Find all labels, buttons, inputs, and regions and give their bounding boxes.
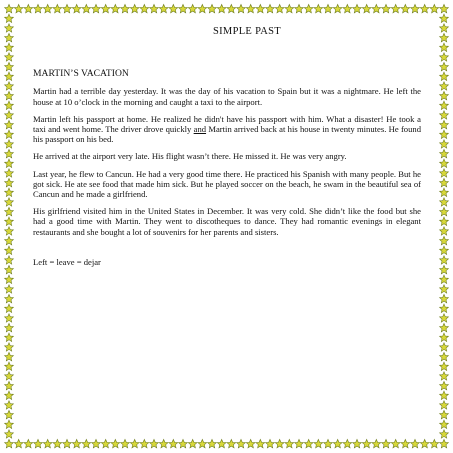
star-icon (440, 439, 449, 447)
star-icon (440, 343, 449, 351)
star-icon (5, 149, 14, 157)
star-icon (5, 401, 14, 409)
star-icon (5, 314, 14, 322)
star-icon (169, 439, 178, 447)
star-icon (34, 439, 43, 447)
star-icon (440, 217, 449, 225)
star-icon (440, 198, 449, 206)
star-icon (72, 439, 81, 447)
star-icon (314, 439, 323, 447)
star-icon (440, 381, 449, 389)
star-icon (256, 439, 265, 447)
star-icon (440, 236, 449, 244)
star-icon (333, 439, 342, 447)
star-icon (440, 410, 449, 418)
star-icon (5, 33, 14, 41)
star-icon (353, 439, 362, 447)
star-icon (43, 4, 52, 12)
star-icon (440, 72, 449, 80)
star-icon (5, 43, 14, 51)
star-icon (5, 227, 14, 235)
star-icon (5, 246, 14, 254)
star-icon (208, 4, 217, 12)
star-icon (372, 439, 381, 447)
worksheet-content (33, 27, 421, 267)
star-icon (266, 4, 275, 12)
star-icon (440, 256, 449, 264)
star-icon (440, 430, 449, 438)
star-icon (5, 169, 14, 177)
star-icon (5, 294, 14, 302)
star-icon (440, 43, 449, 51)
star-icon (130, 4, 139, 12)
story-title: MARTIN’S VACATION (33, 68, 129, 80)
star-icon (411, 4, 420, 12)
star-icon (440, 178, 449, 186)
star-icon (5, 140, 14, 148)
star-icon (440, 323, 449, 331)
star-icon (140, 4, 149, 12)
star-icon (440, 149, 449, 157)
star-icon (440, 420, 449, 428)
star-icon (5, 82, 14, 90)
star-icon (5, 381, 14, 389)
star-icon (430, 439, 439, 447)
star-icon (5, 14, 14, 22)
star-icon (440, 24, 449, 32)
star-icon (5, 439, 14, 447)
star-icon (188, 4, 197, 12)
star-icon (150, 439, 159, 447)
star-icon (5, 304, 14, 312)
star-icon (5, 323, 14, 331)
paragraph-4: Last year, he flew to Cancun. He had a very good time there. He practiced his Spanish with many people. But he got sick. He ate see food that made him sick. But he played soccer on the beach, he swam in the beautiful sea of Cancun and he made a girlfriend. (33, 168, 421, 200)
star-icon (179, 4, 188, 12)
paragraph-2 (33, 114, 421, 145)
star-icon (440, 362, 449, 370)
star-icon (198, 439, 207, 447)
star-icon (440, 82, 449, 90)
star-icon (5, 198, 14, 206)
star-icon (5, 207, 14, 215)
star-icon (169, 4, 178, 12)
star-icon (92, 4, 101, 12)
star-icon (92, 439, 101, 447)
star-icon (440, 140, 449, 148)
paragraph-5: His girlfriend visited him in the United States in December. It was very cold. She didn’t like the food but she had a good time with Martin. They went to discotheques to dance. They had romantic evenings in elegant restaurants and she bought a lot of souvenirs for her parents and sisters. (33, 206, 421, 237)
star-icon (101, 4, 110, 12)
star-icon (285, 439, 294, 447)
star-icon (5, 256, 14, 264)
star-icon (5, 352, 14, 360)
star-icon (314, 4, 323, 12)
star-icon (5, 91, 14, 99)
star-icon (5, 372, 14, 380)
paragraph-2-part-1: Martin left his passport at home. He realized he didn't have his passport with him. What a disaster! He took a taxi and went home. The driver drove quickly (33, 113, 421, 135)
star-icon (24, 4, 33, 12)
star-icon (82, 4, 91, 12)
paragraph-3: He arrived at the airport very late. His flight wasn’t there. He missed it. He was very angry. (33, 151, 347, 162)
star-icon (391, 4, 400, 12)
star-icon (34, 4, 43, 12)
star-icon (5, 391, 14, 399)
star-icon (430, 4, 439, 12)
star-icon (5, 333, 14, 341)
star-icon (440, 91, 449, 99)
star-icon (440, 169, 449, 177)
star-icon (53, 4, 62, 12)
star-icon (440, 120, 449, 128)
star-icon (5, 236, 14, 244)
star-icon (150, 4, 159, 12)
star-icon (72, 4, 81, 12)
star-icon (440, 391, 449, 399)
star-icon (5, 101, 14, 109)
star-icon (362, 439, 371, 447)
star-icon (440, 401, 449, 409)
star-icon (217, 439, 226, 447)
star-icon (295, 4, 304, 12)
star-icon (5, 188, 14, 196)
star-icon (420, 439, 429, 447)
star-icon (440, 275, 449, 283)
star-icon (5, 275, 14, 283)
star-icon (440, 304, 449, 312)
star-icon (5, 343, 14, 351)
star-icon (440, 294, 449, 302)
star-icon (63, 439, 72, 447)
star-icon (237, 439, 246, 447)
star-icon (159, 439, 168, 447)
star-icon (188, 439, 197, 447)
star-icon (324, 4, 333, 12)
star-icon (440, 4, 449, 12)
star-icon (5, 53, 14, 61)
star-icon (5, 217, 14, 225)
star-icon (227, 4, 236, 12)
star-icon (227, 439, 236, 447)
star-icon (440, 53, 449, 61)
star-icon (440, 188, 449, 196)
star-icon (266, 439, 275, 447)
star-icon (5, 111, 14, 119)
star-icon (5, 120, 14, 128)
star-icon (440, 111, 449, 119)
vocabulary-note: Left = leave = dejar (33, 256, 101, 267)
star-icon (275, 439, 284, 447)
star-icon (5, 130, 14, 138)
star-icon (198, 4, 207, 12)
star-icon (372, 4, 381, 12)
star-icon (14, 4, 23, 12)
star-icon (401, 439, 410, 447)
paragraph-1: Martin had a terrible day yesterday. It was the day of his vacation to Spain but it was a nightmare. He left the house at 10 o’clock in the morning and caught a taxi to the airport. (33, 86, 421, 107)
star-icon (111, 4, 120, 12)
star-icon (333, 4, 342, 12)
star-icon (53, 439, 62, 447)
star-icon (5, 24, 14, 32)
star-icon (121, 439, 130, 447)
star-icon (5, 62, 14, 70)
star-icon (237, 4, 246, 12)
star-icon (391, 439, 400, 447)
star-icon (295, 439, 304, 447)
star-icon (5, 72, 14, 80)
star-icon (5, 265, 14, 273)
star-icon (304, 4, 313, 12)
star-icon (121, 4, 130, 12)
star-icon (343, 439, 352, 447)
star-icon (5, 420, 14, 428)
star-icon (440, 285, 449, 293)
page-title: SIMPLE PAST (213, 26, 281, 37)
star-icon (440, 14, 449, 22)
star-icon (140, 439, 149, 447)
star-icon (5, 410, 14, 418)
star-icon (246, 439, 255, 447)
star-icon (401, 4, 410, 12)
star-icon (382, 439, 391, 447)
star-icon (440, 207, 449, 215)
star-icon (420, 4, 429, 12)
star-icon (5, 4, 14, 12)
underlined-word: and (193, 124, 207, 135)
star-icon (130, 439, 139, 447)
star-icon (353, 4, 362, 12)
star-icon (304, 439, 313, 447)
star-icon (246, 4, 255, 12)
star-icon (440, 352, 449, 360)
star-icon (411, 439, 420, 447)
star-icon (440, 227, 449, 235)
star-icon (440, 333, 449, 341)
star-icon (362, 4, 371, 12)
star-icon (208, 439, 217, 447)
star-icon (440, 130, 449, 138)
star-icon (5, 362, 14, 370)
star-icon (14, 439, 23, 447)
star-icon (159, 4, 168, 12)
star-icon (440, 62, 449, 70)
star-icon (324, 439, 333, 447)
star-icon (43, 439, 52, 447)
star-icon (101, 439, 110, 447)
star-icon (440, 372, 449, 380)
star-icon (63, 4, 72, 12)
star-icon (440, 246, 449, 254)
star-icon (440, 314, 449, 322)
star-icon (217, 4, 226, 12)
star-icon (382, 4, 391, 12)
star-icon (5, 285, 14, 293)
star-icon (111, 439, 120, 447)
star-icon (440, 101, 449, 109)
star-icon (343, 4, 352, 12)
star-icon (5, 430, 14, 438)
star-icon (5, 178, 14, 186)
star-icon (440, 159, 449, 167)
star-icon (256, 4, 265, 12)
star-icon (275, 4, 284, 12)
star-icon (5, 159, 14, 167)
star-icon (82, 439, 91, 447)
star-icon (285, 4, 294, 12)
star-icon (440, 33, 449, 41)
star-icon (440, 265, 449, 273)
paragraph-2-part-2: Martin arrived back at his house in twenty minutes. He found his passport on his bed. (33, 124, 421, 145)
star-icon (24, 439, 33, 447)
star-icon (179, 439, 188, 447)
